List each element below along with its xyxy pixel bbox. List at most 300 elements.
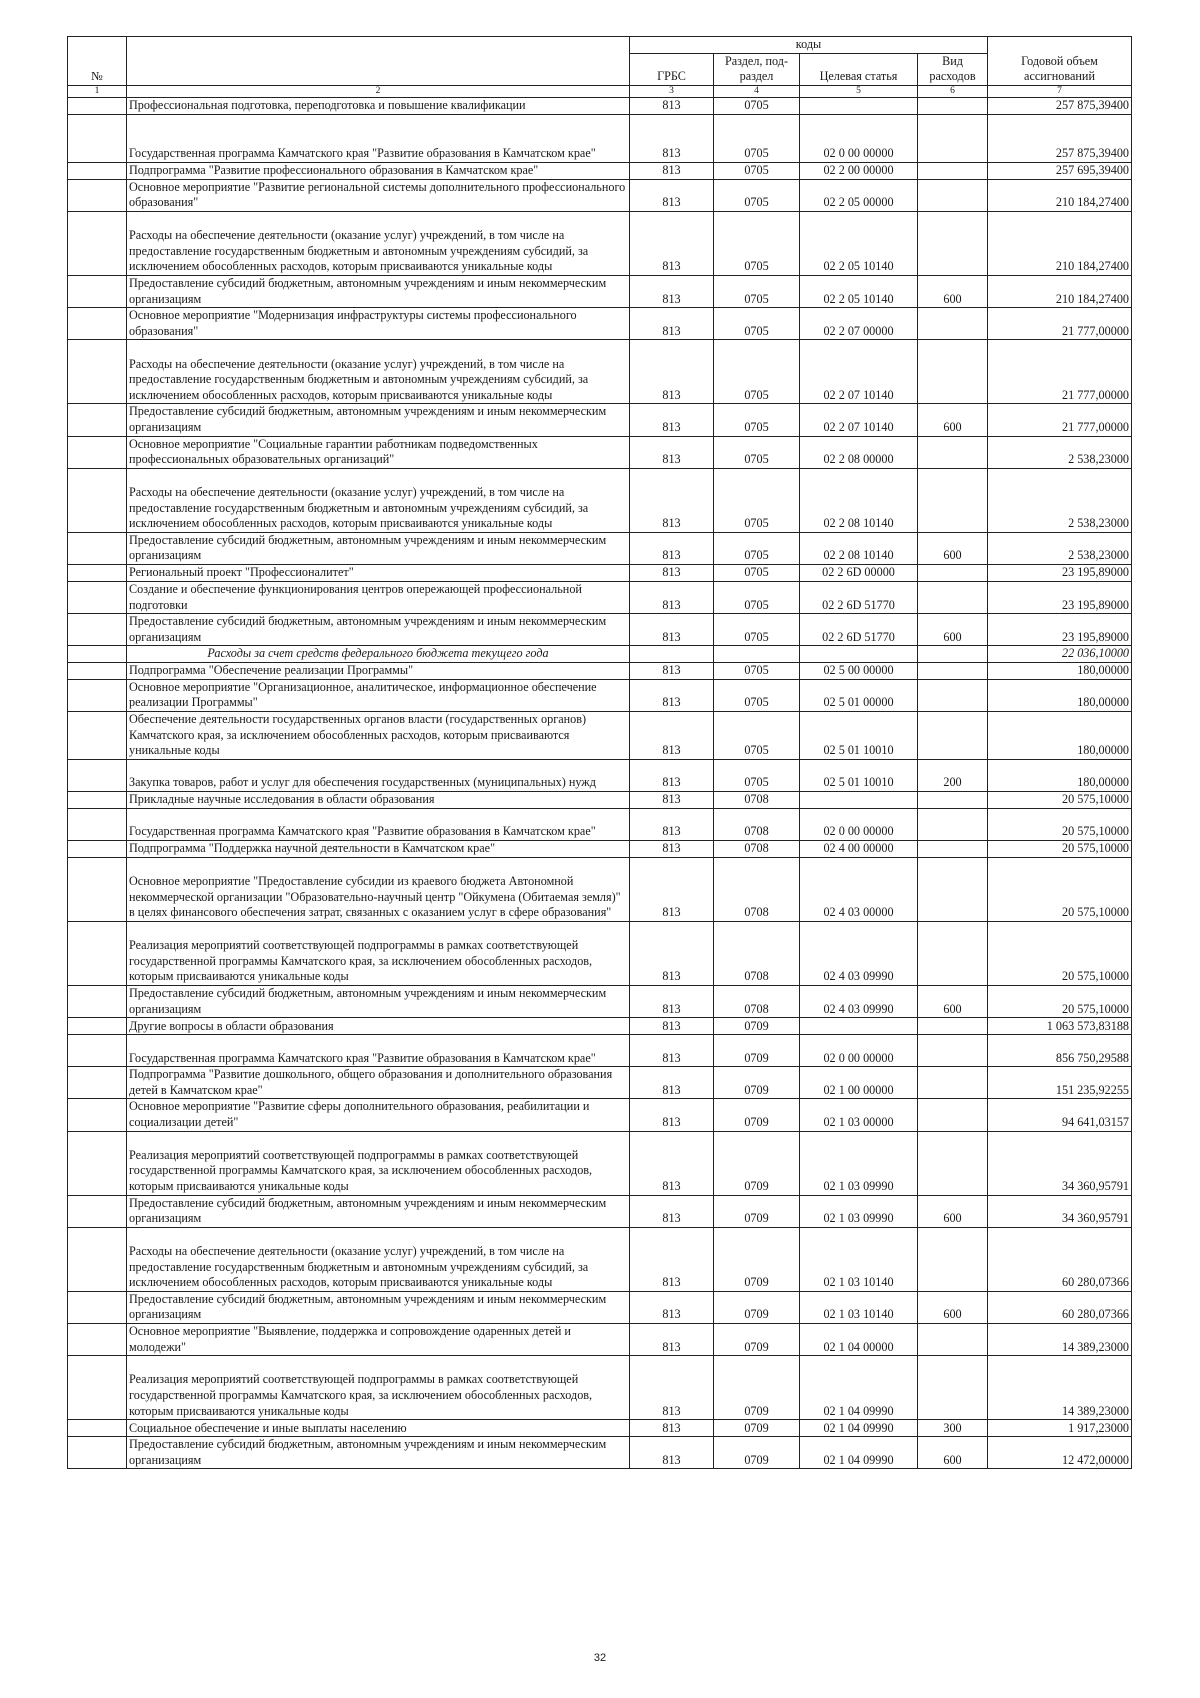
cell-section: 0705 bbox=[714, 97, 800, 114]
cell-number bbox=[68, 662, 127, 679]
cell-section: 0705 bbox=[714, 404, 800, 436]
cell-grbs: 813 bbox=[630, 841, 714, 858]
cell-target-article: 02 2 05 10140 bbox=[800, 211, 918, 275]
cell-expense-type: 600 bbox=[918, 1291, 988, 1323]
cell-grbs: 813 bbox=[630, 1018, 714, 1035]
budget-sheet bbox=[67, 36, 1132, 1469]
cell-section: 0708 bbox=[714, 858, 800, 922]
cell-annual-volume: 21 777,00000 bbox=[988, 308, 1132, 340]
cell-target-article: 02 2 05 10140 bbox=[800, 275, 918, 307]
cell-target-article: 02 2 08 10140 bbox=[800, 532, 918, 564]
cell-target-article: 02 1 03 09990 bbox=[800, 1195, 918, 1227]
header-expense-type: Вид расходов bbox=[918, 53, 988, 85]
table-row bbox=[68, 614, 1132, 646]
cell-expense-type bbox=[918, 1099, 988, 1131]
cell-grbs: 813 bbox=[630, 1437, 714, 1469]
cell-target-article: 02 1 04 09990 bbox=[800, 1356, 918, 1420]
cell-section: 0705 bbox=[714, 275, 800, 307]
cell-number bbox=[68, 712, 127, 760]
cell-name: Основное мероприятие "Выявление, поддержка и сопровождение одаренных детей и молодежи" bbox=[127, 1324, 630, 1356]
cell-number bbox=[68, 436, 127, 468]
cell-section bbox=[714, 646, 800, 663]
cell-grbs: 813 bbox=[630, 1067, 714, 1099]
cell-target-article: 02 5 01 00000 bbox=[800, 679, 918, 711]
cell-section: 0709 bbox=[714, 1035, 800, 1067]
cell-name: Государственная программа Камчатского края "Развитие образования в Камчатском крае" bbox=[127, 114, 630, 162]
cell-name: Реализация мероприятий соответствующей подпрограммы в рамках соответствующей государственной программы Камчатского края, за исключением обособленных расходов, которым присваиваются уникальные коды bbox=[127, 1356, 630, 1420]
column-number: 2 bbox=[127, 85, 630, 97]
cell-expense-type: 600 bbox=[918, 532, 988, 564]
budget-table bbox=[67, 36, 1132, 1469]
cell-annual-volume: 257 695,39400 bbox=[988, 162, 1132, 179]
cell-grbs: 813 bbox=[630, 581, 714, 613]
cell-grbs: 813 bbox=[630, 404, 714, 436]
cell-number bbox=[68, 162, 127, 179]
cell-grbs: 813 bbox=[630, 760, 714, 792]
cell-section: 0709 bbox=[714, 1227, 800, 1291]
cell-annual-volume: 1 917,23000 bbox=[988, 1420, 1132, 1437]
cell-section: 0705 bbox=[714, 712, 800, 760]
cell-grbs: 813 bbox=[630, 858, 714, 922]
cell-annual-volume: 856 750,29588 bbox=[988, 1035, 1132, 1067]
table-header bbox=[68, 37, 1132, 98]
cell-annual-volume: 180,00000 bbox=[988, 679, 1132, 711]
cell-expense-type: 600 bbox=[918, 1195, 988, 1227]
cell-expense-type bbox=[918, 809, 988, 841]
cell-annual-volume: 21 777,00000 bbox=[988, 404, 1132, 436]
header-codes: коды bbox=[630, 37, 988, 54]
cell-number bbox=[68, 1067, 127, 1099]
table-row bbox=[68, 1420, 1132, 1437]
cell-target-article: 02 4 03 09990 bbox=[800, 986, 918, 1018]
table-row bbox=[68, 1018, 1132, 1035]
table-row bbox=[68, 760, 1132, 792]
cell-number bbox=[68, 404, 127, 436]
cell-expense-type: 600 bbox=[918, 275, 988, 307]
cell-target-article: 02 2 07 10140 bbox=[800, 404, 918, 436]
cell-number bbox=[68, 211, 127, 275]
cell-expense-type: 600 bbox=[918, 1437, 988, 1469]
table-row bbox=[68, 1437, 1132, 1469]
cell-expense-type: 600 bbox=[918, 614, 988, 646]
cell-name: Предоставление субсидий бюджетным, автономным учреждениям и иным некоммерческим организациям bbox=[127, 986, 630, 1018]
cell-annual-volume: 257 875,39400 bbox=[988, 114, 1132, 162]
cell-section: 0709 bbox=[714, 1356, 800, 1420]
cell-section: 0705 bbox=[714, 436, 800, 468]
cell-annual-volume: 151 235,92255 bbox=[988, 1067, 1132, 1099]
cell-expense-type bbox=[918, 679, 988, 711]
table-row bbox=[68, 986, 1132, 1018]
cell-expense-type bbox=[918, 712, 988, 760]
cell-grbs: 813 bbox=[630, 662, 714, 679]
cell-target-article bbox=[800, 646, 918, 663]
table-row bbox=[68, 1227, 1132, 1291]
cell-target-article: 02 2 05 00000 bbox=[800, 179, 918, 211]
cell-expense-type bbox=[918, 1035, 988, 1067]
table-row bbox=[68, 581, 1132, 613]
table-row bbox=[68, 114, 1132, 162]
cell-name: Расходы на обеспечение деятельности (оказание услуг) учреждений, в том числе на предоставление государственным бюджетным и автономным учреждениям субсидий, за исключением обособленных расходов, которым присваиваются уникальные коды bbox=[127, 340, 630, 404]
cell-number bbox=[68, 858, 127, 922]
header-number: № bbox=[68, 37, 127, 86]
cell-name: Предоставление субсидий бюджетным, автономным учреждениям и иным некоммерческим организациям bbox=[127, 275, 630, 307]
table-row bbox=[68, 1324, 1132, 1356]
cell-name: Подпрограмма "Обеспечение реализации Программы" bbox=[127, 662, 630, 679]
cell-grbs: 813 bbox=[630, 275, 714, 307]
cell-expense-type bbox=[918, 841, 988, 858]
cell-annual-volume: 23 195,89000 bbox=[988, 564, 1132, 581]
cell-target-article: 02 2 6D 00000 bbox=[800, 564, 918, 581]
table-row bbox=[68, 1067, 1132, 1099]
cell-grbs: 813 bbox=[630, 1420, 714, 1437]
cell-target-article bbox=[800, 97, 918, 114]
cell-number bbox=[68, 179, 127, 211]
table-row bbox=[68, 211, 1132, 275]
cell-grbs: 813 bbox=[630, 1324, 714, 1356]
cell-target-article: 02 0 00 00000 bbox=[800, 114, 918, 162]
cell-target-article: 02 4 03 00000 bbox=[800, 858, 918, 922]
cell-annual-volume: 20 575,10000 bbox=[988, 792, 1132, 809]
cell-name: Предоставление субсидий бюджетным, автономным учреждениям и иным некоммерческим организациям bbox=[127, 1195, 630, 1227]
cell-expense-type bbox=[918, 179, 988, 211]
cell-grbs: 813 bbox=[630, 162, 714, 179]
cell-expense-type bbox=[918, 1131, 988, 1195]
cell-expense-type bbox=[918, 1356, 988, 1420]
cell-section: 0705 bbox=[714, 179, 800, 211]
cell-target-article: 02 2 00 00000 bbox=[800, 162, 918, 179]
table-row bbox=[68, 841, 1132, 858]
cell-section: 0705 bbox=[714, 760, 800, 792]
cell-number bbox=[68, 532, 127, 564]
table-row bbox=[68, 1099, 1132, 1131]
cell-target-article: 02 4 00 00000 bbox=[800, 841, 918, 858]
cell-expense-type bbox=[918, 308, 988, 340]
cell-name: Основное мероприятие "Предоставление субсидии из краевого бюджета Автономной некоммерческой организации "Образовательно-научный центр "Ойкумена (Обитаемая земля)" в целях финансового обеспечения затрат, связанных с оказанием услуг в сфере образования" bbox=[127, 858, 630, 922]
cell-expense-type bbox=[918, 114, 988, 162]
cell-annual-volume: 180,00000 bbox=[988, 662, 1132, 679]
table-row bbox=[68, 340, 1132, 404]
cell-grbs: 813 bbox=[630, 614, 714, 646]
cell-annual-volume: 1 063 573,83188 bbox=[988, 1018, 1132, 1035]
table-row bbox=[68, 792, 1132, 809]
cell-name: Предоставление субсидий бюджетным, автономным учреждениям и иным некоммерческим организациям bbox=[127, 614, 630, 646]
cell-target-article bbox=[800, 792, 918, 809]
cell-section: 0708 bbox=[714, 841, 800, 858]
cell-name: Региональный проект "Профессионалитет" bbox=[127, 564, 630, 581]
column-number: 7 bbox=[988, 85, 1132, 97]
cell-number bbox=[68, 792, 127, 809]
cell-target-article: 02 5 01 10010 bbox=[800, 760, 918, 792]
cell-section: 0708 bbox=[714, 986, 800, 1018]
table-row bbox=[68, 662, 1132, 679]
cell-name: Обеспечение деятельности государственных органов власти (государственных органов) Камчатского края, за исключением обособленных расходов, которым присваиваются уникальные коды bbox=[127, 712, 630, 760]
cell-number bbox=[68, 1227, 127, 1291]
cell-number bbox=[68, 1018, 127, 1035]
cell-grbs: 813 bbox=[630, 679, 714, 711]
cell-grbs: 813 bbox=[630, 1291, 714, 1323]
cell-expense-type: 300 bbox=[918, 1420, 988, 1437]
cell-annual-volume: 22 036,10000 bbox=[988, 646, 1132, 663]
cell-annual-volume: 34 360,95791 bbox=[988, 1195, 1132, 1227]
column-number: 6 bbox=[918, 85, 988, 97]
table-row bbox=[68, 1356, 1132, 1420]
cell-grbs: 813 bbox=[630, 792, 714, 809]
cell-number bbox=[68, 986, 127, 1018]
table-row bbox=[68, 809, 1132, 841]
cell-number bbox=[68, 1420, 127, 1437]
cell-section: 0705 bbox=[714, 581, 800, 613]
cell-target-article: 02 2 07 00000 bbox=[800, 308, 918, 340]
cell-expense-type bbox=[918, 436, 988, 468]
cell-name: Расходы на обеспечение деятельности (оказание услуг) учреждений, в том числе на предоставление государственным бюджетным и автономным учреждениям субсидий, за исключением обособленных расходов, которым присваиваются уникальные коды bbox=[127, 211, 630, 275]
cell-name: Основное мероприятие "Модернизация инфраструктуры системы профессионального образования" bbox=[127, 308, 630, 340]
cell-annual-volume: 2 538,23000 bbox=[988, 436, 1132, 468]
cell-grbs: 813 bbox=[630, 340, 714, 404]
cell-number bbox=[68, 340, 127, 404]
cell-name: Профессиональная подготовка, переподготовка и повышение квалификации bbox=[127, 97, 630, 114]
cell-grbs: 813 bbox=[630, 179, 714, 211]
table-row bbox=[68, 1131, 1132, 1195]
cell-grbs: 813 bbox=[630, 211, 714, 275]
cell-expense-type bbox=[918, 922, 988, 986]
cell-target-article: 02 1 03 00000 bbox=[800, 1099, 918, 1131]
cell-target-article: 02 2 08 10140 bbox=[800, 468, 918, 532]
cell-section: 0705 bbox=[714, 679, 800, 711]
cell-grbs: 813 bbox=[630, 468, 714, 532]
cell-number bbox=[68, 275, 127, 307]
cell-expense-type bbox=[918, 858, 988, 922]
cell-section: 0705 bbox=[714, 614, 800, 646]
cell-expense-type bbox=[918, 468, 988, 532]
header-annual-volume: Годовой объем ассигнований bbox=[988, 37, 1132, 86]
cell-section: 0709 bbox=[714, 1291, 800, 1323]
cell-grbs: 813 bbox=[630, 1099, 714, 1131]
cell-annual-volume: 180,00000 bbox=[988, 760, 1132, 792]
table-row bbox=[68, 922, 1132, 986]
table-row bbox=[68, 679, 1132, 711]
cell-expense-type bbox=[918, 1324, 988, 1356]
header-grbs: ГРБС bbox=[630, 53, 714, 85]
cell-target-article: 02 0 00 00000 bbox=[800, 809, 918, 841]
cell-annual-volume: 210 184,27400 bbox=[988, 179, 1132, 211]
cell-name: Предоставление субсидий бюджетным, автономным учреждениям и иным некоммерческим организациям bbox=[127, 532, 630, 564]
cell-annual-volume: 12 472,00000 bbox=[988, 1437, 1132, 1469]
table-row bbox=[68, 646, 1132, 663]
page-number: 32 bbox=[593, 1652, 607, 1664]
cell-target-article: 02 1 04 09990 bbox=[800, 1420, 918, 1437]
cell-expense-type bbox=[918, 340, 988, 404]
cell-grbs: 813 bbox=[630, 712, 714, 760]
table-row bbox=[68, 97, 1132, 114]
cell-number bbox=[68, 614, 127, 646]
cell-number bbox=[68, 1324, 127, 1356]
cell-number bbox=[68, 1437, 127, 1469]
cell-annual-volume: 60 280,07366 bbox=[988, 1227, 1132, 1291]
cell-section: 0705 bbox=[714, 162, 800, 179]
cell-section: 0709 bbox=[714, 1131, 800, 1195]
cell-number bbox=[68, 1291, 127, 1323]
column-number: 3 bbox=[630, 85, 714, 97]
cell-number bbox=[68, 760, 127, 792]
cell-target-article: 02 2 08 00000 bbox=[800, 436, 918, 468]
cell-grbs: 813 bbox=[630, 564, 714, 581]
cell-section: 0705 bbox=[714, 468, 800, 532]
table-body bbox=[68, 97, 1132, 1469]
table-row bbox=[68, 858, 1132, 922]
table-row bbox=[68, 532, 1132, 564]
cell-name: Расходы на обеспечение деятельности (оказание услуг) учреждений, в том числе на предоставление государственным бюджетным и автономным учреждениям субсидий, за исключением обособленных расходов, которым присваиваются уникальные коды bbox=[127, 468, 630, 532]
cell-grbs: 813 bbox=[630, 922, 714, 986]
cell-name: Подпрограмма "Развитие профессионального образования в Камчатском крае" bbox=[127, 162, 630, 179]
cell-expense-type bbox=[918, 97, 988, 114]
cell-number bbox=[68, 581, 127, 613]
header-section: Раздел, под-раздел bbox=[714, 53, 800, 85]
cell-name: Основное мероприятие "Социальные гарантии работникам подведомственных профессиональных образовательных организаций" bbox=[127, 436, 630, 468]
cell-name: Предоставление субсидий бюджетным, автономным учреждениям и иным некоммерческим организациям bbox=[127, 1291, 630, 1323]
cell-grbs: 813 bbox=[630, 986, 714, 1018]
cell-expense-type bbox=[918, 792, 988, 809]
column-number: 5 bbox=[800, 85, 918, 97]
cell-name: Создание и обеспечение функционирования центров опережающей профессиональной подготовки bbox=[127, 581, 630, 613]
cell-name: Подпрограмма "Развитие дошкольного, общего образования и дополнительного образования детей в Камчатском крае" bbox=[127, 1067, 630, 1099]
cell-annual-volume: 180,00000 bbox=[988, 712, 1132, 760]
cell-expense-type bbox=[918, 211, 988, 275]
cell-annual-volume: 23 195,89000 bbox=[988, 614, 1132, 646]
cell-annual-volume: 20 575,10000 bbox=[988, 858, 1132, 922]
cell-grbs: 813 bbox=[630, 809, 714, 841]
cell-target-article: 02 2 07 10140 bbox=[800, 340, 918, 404]
cell-annual-volume: 2 538,23000 bbox=[988, 468, 1132, 532]
cell-name: Прикладные научные исследования в области образования bbox=[127, 792, 630, 809]
cell-annual-volume: 2 538,23000 bbox=[988, 532, 1132, 564]
header-name bbox=[127, 37, 630, 86]
cell-section: 0708 bbox=[714, 809, 800, 841]
cell-section: 0705 bbox=[714, 564, 800, 581]
cell-annual-volume: 14 389,23000 bbox=[988, 1356, 1132, 1420]
cell-annual-volume: 210 184,27400 bbox=[988, 211, 1132, 275]
cell-section: 0709 bbox=[714, 1437, 800, 1469]
cell-grbs: 813 bbox=[630, 1227, 714, 1291]
cell-grbs: 813 bbox=[630, 1035, 714, 1067]
cell-section: 0705 bbox=[714, 662, 800, 679]
cell-annual-volume: 60 280,07366 bbox=[988, 1291, 1132, 1323]
cell-name: Предоставление субсидий бюджетным, автономным учреждениям и иным некоммерческим организациям bbox=[127, 1437, 630, 1469]
cell-number bbox=[68, 308, 127, 340]
cell-name: Государственная программа Камчатского края "Развитие образования в Камчатском крае" bbox=[127, 1035, 630, 1067]
cell-number bbox=[68, 114, 127, 162]
cell-name: Реализация мероприятий соответствующей подпрограммы в рамках соответствующей государственной программы Камчатского края, за исключением обособленных расходов, которым присваиваются уникальные коды bbox=[127, 1131, 630, 1195]
table-row bbox=[68, 1291, 1132, 1323]
cell-annual-volume: 34 360,95791 bbox=[988, 1131, 1132, 1195]
cell-grbs: 813 bbox=[630, 1356, 714, 1420]
header-target-article: Целевая статья bbox=[800, 53, 918, 85]
cell-target-article: 02 1 04 09990 bbox=[800, 1437, 918, 1469]
column-number-row bbox=[68, 85, 1132, 97]
cell-section: 0705 bbox=[714, 211, 800, 275]
cell-grbs: 813 bbox=[630, 308, 714, 340]
cell-expense-type bbox=[918, 1227, 988, 1291]
table-row bbox=[68, 468, 1132, 532]
cell-number bbox=[68, 922, 127, 986]
cell-number bbox=[68, 841, 127, 858]
cell-target-article: 02 2 6D 51770 bbox=[800, 614, 918, 646]
cell-target-article: 02 1 03 10140 bbox=[800, 1227, 918, 1291]
cell-section: 0709 bbox=[714, 1324, 800, 1356]
cell-number bbox=[68, 564, 127, 581]
cell-grbs: 813 bbox=[630, 1131, 714, 1195]
table-row bbox=[68, 712, 1132, 760]
cell-expense-type bbox=[918, 564, 988, 581]
cell-number bbox=[68, 97, 127, 114]
cell-name: Закупка товаров, работ и услуг для обеспечения государственных (муниципальных) нужд bbox=[127, 760, 630, 792]
cell-name: Подпрограмма "Поддержка научной деятельности в Камчатском крае" bbox=[127, 841, 630, 858]
cell-section: 0705 bbox=[714, 532, 800, 564]
table-row bbox=[68, 1035, 1132, 1067]
cell-grbs: 813 bbox=[630, 114, 714, 162]
cell-name: Основное мероприятие "Развитие сферы дополнительного образования, реабилитации и социализации детей" bbox=[127, 1099, 630, 1131]
column-number: 1 bbox=[68, 85, 127, 97]
cell-annual-volume: 257 875,39400 bbox=[988, 97, 1132, 114]
table-row bbox=[68, 1195, 1132, 1227]
cell-number bbox=[68, 1131, 127, 1195]
cell-name: Социальное обеспечение и иные выплаты населению bbox=[127, 1420, 630, 1437]
table-row bbox=[68, 308, 1132, 340]
cell-annual-volume: 20 575,10000 bbox=[988, 809, 1132, 841]
cell-grbs: 813 bbox=[630, 1195, 714, 1227]
cell-section: 0709 bbox=[714, 1018, 800, 1035]
table-row bbox=[68, 162, 1132, 179]
table-row bbox=[68, 179, 1132, 211]
cell-expense-type bbox=[918, 662, 988, 679]
table-row bbox=[68, 404, 1132, 436]
cell-annual-volume: 20 575,10000 bbox=[988, 986, 1132, 1018]
cell-number bbox=[68, 679, 127, 711]
cell-annual-volume: 14 389,23000 bbox=[988, 1324, 1132, 1356]
table-row bbox=[68, 275, 1132, 307]
cell-expense-type: 600 bbox=[918, 404, 988, 436]
cell-number bbox=[68, 1195, 127, 1227]
cell-number bbox=[68, 1035, 127, 1067]
cell-number bbox=[68, 809, 127, 841]
cell-target-article bbox=[800, 1018, 918, 1035]
cell-expense-type: 600 bbox=[918, 986, 988, 1018]
cell-name: Основное мероприятие "Организационное, аналитическое, информационное обеспечение реализации Программы" bbox=[127, 679, 630, 711]
cell-number bbox=[68, 1099, 127, 1131]
cell-grbs: 813 bbox=[630, 532, 714, 564]
cell-section: 0705 bbox=[714, 308, 800, 340]
table-row bbox=[68, 436, 1132, 468]
cell-grbs bbox=[630, 646, 714, 663]
cell-number bbox=[68, 1356, 127, 1420]
cell-grbs: 813 bbox=[630, 436, 714, 468]
cell-target-article: 02 5 00 00000 bbox=[800, 662, 918, 679]
cell-section: 0705 bbox=[714, 340, 800, 404]
cell-annual-volume: 23 195,89000 bbox=[988, 581, 1132, 613]
cell-annual-volume: 94 641,03157 bbox=[988, 1099, 1132, 1131]
cell-annual-volume: 21 777,00000 bbox=[988, 340, 1132, 404]
cell-section: 0709 bbox=[714, 1099, 800, 1131]
cell-number bbox=[68, 468, 127, 532]
cell-target-article: 02 1 03 10140 bbox=[800, 1291, 918, 1323]
cell-section: 0709 bbox=[714, 1195, 800, 1227]
cell-section: 0709 bbox=[714, 1420, 800, 1437]
column-number: 4 bbox=[714, 85, 800, 97]
cell-grbs: 813 bbox=[630, 97, 714, 114]
cell-section: 0705 bbox=[714, 114, 800, 162]
cell-target-article: 02 1 04 00000 bbox=[800, 1324, 918, 1356]
cell-target-article: 02 0 00 00000 bbox=[800, 1035, 918, 1067]
cell-target-article: 02 4 03 09990 bbox=[800, 922, 918, 986]
